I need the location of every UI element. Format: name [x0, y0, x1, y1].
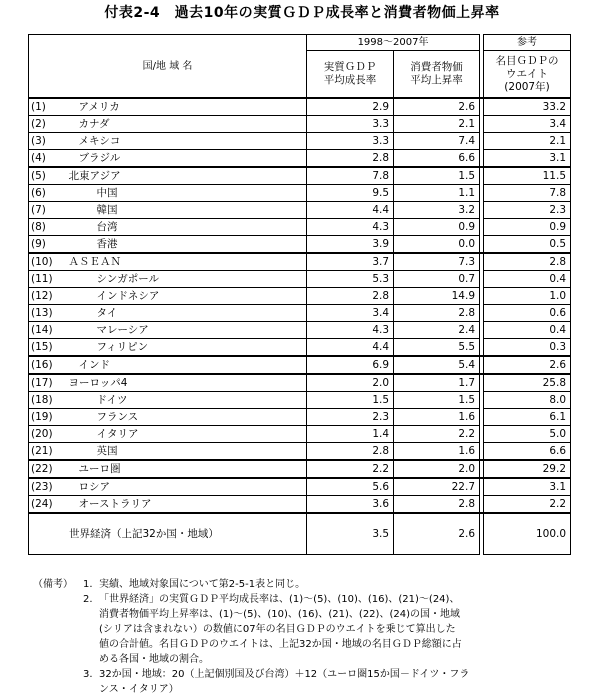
cpi-value: 2.1 — [394, 116, 480, 133]
weight-value: 6.6 — [484, 443, 571, 461]
cpi-value: 2.4 — [394, 322, 480, 339]
table-title: 付表2-4 過去10年の実質ＧＤＰ成長率と消費者物価上昇率 — [104, 5, 500, 21]
weight-value: 8.0 — [484, 392, 571, 409]
gdp-growth-value: 1.4 — [307, 426, 394, 443]
row-index: (11) — [29, 271, 67, 288]
row-name: 香港 — [67, 236, 307, 254]
note-line: 値の合計値。名目ＧＤＰのウエイトは、上記32か国・地域の名目ＧＤＰ総額に占 — [99, 639, 462, 650]
world-gdp-growth: 3.5 — [307, 513, 394, 555]
cpi-value: 14.9 — [394, 288, 480, 305]
cpi-value: 1.7 — [394, 374, 480, 392]
table-row — [29, 496, 571, 514]
weight-value: 1.0 — [484, 288, 571, 305]
cpi-value: 2.2 — [394, 426, 480, 443]
gdp-growth-value: 2.2 — [307, 460, 394, 478]
row-index: (14) — [29, 322, 67, 339]
row-name: マレーシア — [67, 322, 307, 339]
note-number: 3. — [83, 669, 93, 680]
world-row — [29, 513, 571, 555]
weight-value: 33.2 — [484, 98, 571, 116]
note-text — [99, 667, 593, 697]
row-index: (9) — [29, 236, 67, 254]
cpi-value: 5.4 — [394, 356, 480, 374]
cpi-header-line1: 消費者物価 — [410, 61, 463, 73]
note-line: 「世界経済」の実質ＧＤＰ平均成長率は、(1)～(5)、(10)、(16)、(21)～(24)、 — [99, 594, 460, 605]
region-header: 国/地 域 名 — [29, 35, 307, 99]
row-name: フィリピン — [67, 339, 307, 357]
gdp-growth-value: 1.5 — [307, 392, 394, 409]
note-number: 1. — [83, 579, 93, 590]
row-name: アメリカ — [67, 98, 307, 116]
weight-value: 7.8 — [484, 185, 571, 202]
data-table — [28, 34, 571, 555]
row-name: 台湾 — [67, 219, 307, 236]
weight-value: 11.5 — [484, 167, 571, 185]
row-index: (16) — [29, 356, 67, 374]
row-index: (5) — [29, 167, 67, 185]
table-row — [29, 253, 571, 271]
note-row-1 — [33, 577, 593, 592]
row-name: カナダ — [67, 116, 307, 133]
weight-value: 0.4 — [484, 271, 571, 288]
note-line: める各国・地域の割合。 — [99, 654, 209, 665]
gdp-growth-value: 2.8 — [307, 288, 394, 305]
weight-value: 3.1 — [484, 478, 571, 496]
weight-value: 0.9 — [484, 219, 571, 236]
row-name: メキシコ — [67, 133, 307, 150]
note-text — [99, 592, 593, 667]
gdp-growth-value: 2.8 — [307, 443, 394, 461]
period-header: 1998～2007年 — [307, 35, 480, 51]
row-name: イタリア — [67, 426, 307, 443]
row-name: インド — [67, 356, 307, 374]
note-line: (シリアは含まれない）の数値に07年の名目ＧＤＰのウエイトを乗じて算出した — [99, 624, 456, 635]
weight-value: 29.2 — [484, 460, 571, 478]
table-row — [29, 202, 571, 219]
table-row — [29, 339, 571, 357]
row-index: (3) — [29, 133, 67, 150]
table-row — [29, 392, 571, 409]
note-row-3 — [33, 667, 593, 697]
table-row — [29, 305, 571, 322]
row-name: ロシア — [67, 478, 307, 496]
cpi-value: 1.6 — [394, 443, 480, 461]
header-row-1 — [29, 35, 571, 51]
gdp-growth-value: 3.6 — [307, 496, 394, 514]
row-index: (2) — [29, 116, 67, 133]
cpi-header-line2: 平均上昇率 — [410, 74, 463, 86]
gdp-growth-value: 3.3 — [307, 116, 394, 133]
gdp-growth-value: 3.3 — [307, 133, 394, 150]
table-row — [29, 426, 571, 443]
table-row — [29, 288, 571, 305]
gdp-growth-value: 4.3 — [307, 322, 394, 339]
gdp-growth-header — [307, 51, 394, 99]
cpi-value: 7.3 — [394, 253, 480, 271]
table-row — [29, 133, 571, 150]
gdp-growth-header-line1: 実質ＧＤＰ — [323, 61, 377, 73]
row-index: (22) — [29, 460, 67, 478]
row-index: (7) — [29, 202, 67, 219]
row-index: (24) — [29, 496, 67, 514]
row-name: 北東アジア — [67, 167, 307, 185]
weight-value: 2.6 — [484, 356, 571, 374]
cpi-value: 2.0 — [394, 460, 480, 478]
reference-header: 参考 — [484, 35, 571, 51]
weight-value: 2.1 — [484, 133, 571, 150]
table-row — [29, 150, 571, 168]
note-line: 実績、地域対象国について第2-5-1表と同じ。 — [99, 579, 306, 590]
cpi-value: 22.7 — [394, 478, 480, 496]
row-name: ドイツ — [67, 392, 307, 409]
weight-value: 2.8 — [484, 253, 571, 271]
note-line: 32か国・地域：20（上記個別国及び台湾）＋12（ユーロ圏15か国－ドイツ・フラ — [99, 669, 470, 680]
gdp-growth-value: 4.4 — [307, 202, 394, 219]
note-number: 2. — [83, 594, 93, 605]
cpi-value: 2.8 — [394, 496, 480, 514]
cpi-value: 2.6 — [394, 98, 480, 116]
cpi-value: 0.0 — [394, 236, 480, 254]
note-spacer — [33, 667, 83, 697]
gdp-growth-value: 4.3 — [307, 219, 394, 236]
note-spacer — [33, 592, 83, 667]
cpi-header — [394, 51, 480, 99]
weight-value: 0.3 — [484, 339, 571, 357]
row-name: オーストラリア — [67, 496, 307, 514]
gdp-growth-value: 3.4 — [307, 305, 394, 322]
table-row — [29, 356, 571, 374]
weight-value: 6.1 — [484, 409, 571, 426]
table-row — [29, 478, 571, 496]
table-row — [29, 185, 571, 202]
row-name: 中国 — [67, 185, 307, 202]
table-row — [29, 460, 571, 478]
gdp-growth-value: 2.9 — [307, 98, 394, 116]
table-row — [29, 322, 571, 339]
weight-value: 2.3 — [484, 202, 571, 219]
row-name: ユーロ圏 — [67, 460, 307, 478]
gdp-growth-value: 9.5 — [307, 185, 394, 202]
table-row — [29, 409, 571, 426]
weight-value: 3.1 — [484, 150, 571, 168]
cpi-value: 0.7 — [394, 271, 480, 288]
world-cpi: 2.6 — [394, 513, 480, 555]
cpi-value: 5.5 — [394, 339, 480, 357]
gdp-growth-value: 4.4 — [307, 339, 394, 357]
weight-value: 0.6 — [484, 305, 571, 322]
row-name: フランス — [67, 409, 307, 426]
row-index: (1) — [29, 98, 67, 116]
weight-value: 2.2 — [484, 496, 571, 514]
row-name: シンガポール — [67, 271, 307, 288]
row-index: (4) — [29, 150, 67, 168]
row-name: 韓国 — [67, 202, 307, 219]
note-line: ンス・イタリア） — [99, 684, 179, 695]
notes-label: （備考） — [33, 579, 73, 590]
row-name: ＡＳＥＡＮ — [67, 253, 307, 271]
gdp-growth-value: 3.9 — [307, 236, 394, 254]
row-name: 英国 — [67, 443, 307, 461]
row-index: (8) — [29, 219, 67, 236]
gdp-growth-value: 2.8 — [307, 150, 394, 168]
row-name: ブラジル — [67, 150, 307, 168]
row-index: (23) — [29, 478, 67, 496]
cpi-value: 1.6 — [394, 409, 480, 426]
row-name: タイ — [67, 305, 307, 322]
cpi-value: 1.1 — [394, 185, 480, 202]
cpi-value: 6.6 — [394, 150, 480, 168]
row-index: (21) — [29, 443, 67, 461]
weight-value: 5.0 — [484, 426, 571, 443]
weight-header-line2: ウエイト — [506, 67, 549, 80]
cpi-value: 3.2 — [394, 202, 480, 219]
weight-value: 0.4 — [484, 322, 571, 339]
gdp-growth-value: 3.7 — [307, 253, 394, 271]
gdp-growth-value: 7.8 — [307, 167, 394, 185]
gdp-growth-value: 5.3 — [307, 271, 394, 288]
note-row-2 — [33, 592, 593, 667]
table-row — [29, 236, 571, 254]
row-index: (17) — [29, 374, 67, 392]
cpi-value: 7.4 — [394, 133, 480, 150]
weight-value: 3.4 — [484, 116, 571, 133]
row-index: (15) — [29, 339, 67, 357]
row-index: (6) — [29, 185, 67, 202]
gdp-growth-value: 5.6 — [307, 478, 394, 496]
table-row — [29, 374, 571, 392]
gdp-growth-header-line2: 平均成長率 — [323, 74, 377, 86]
weight-value: 0.5 — [484, 236, 571, 254]
row-index: (18) — [29, 392, 67, 409]
cpi-value: 1.5 — [394, 167, 480, 185]
row-name: インドネシア — [67, 288, 307, 305]
weight-value: 25.8 — [484, 374, 571, 392]
table-row — [29, 116, 571, 133]
row-index: (20) — [29, 426, 67, 443]
gdp-growth-value: 2.3 — [307, 409, 394, 426]
weight-header-line1: 名目ＧＤＰの — [495, 54, 559, 67]
gdp-growth-value: 6.9 — [307, 356, 394, 374]
row-index: (19) — [29, 409, 67, 426]
gdp-growth-value: 2.0 — [307, 374, 394, 392]
weight-header-line3: (2007年) — [504, 80, 550, 93]
row-index: (13) — [29, 305, 67, 322]
note-line: 消費者物価平均上昇率は、(1)～(5)、(10)、(16)、(21)、(22)、(24)の国・地域 — [99, 609, 460, 620]
table-row — [29, 167, 571, 185]
table-row — [29, 219, 571, 236]
notes — [33, 577, 593, 697]
world-weight: 100.0 — [484, 513, 571, 555]
row-index: (10) — [29, 253, 67, 271]
note-text — [99, 577, 593, 592]
row-index: (12) — [29, 288, 67, 305]
cpi-value: 1.5 — [394, 392, 480, 409]
table-row — [29, 271, 571, 288]
weight-header — [484, 51, 571, 99]
table-row — [29, 98, 571, 116]
cpi-value: 0.9 — [394, 219, 480, 236]
world-name: 世界経済（上記32か国・地域） — [29, 513, 307, 555]
table-row — [29, 443, 571, 461]
row-name: ヨーロッパ4 — [67, 374, 307, 392]
cpi-value: 2.8 — [394, 305, 480, 322]
